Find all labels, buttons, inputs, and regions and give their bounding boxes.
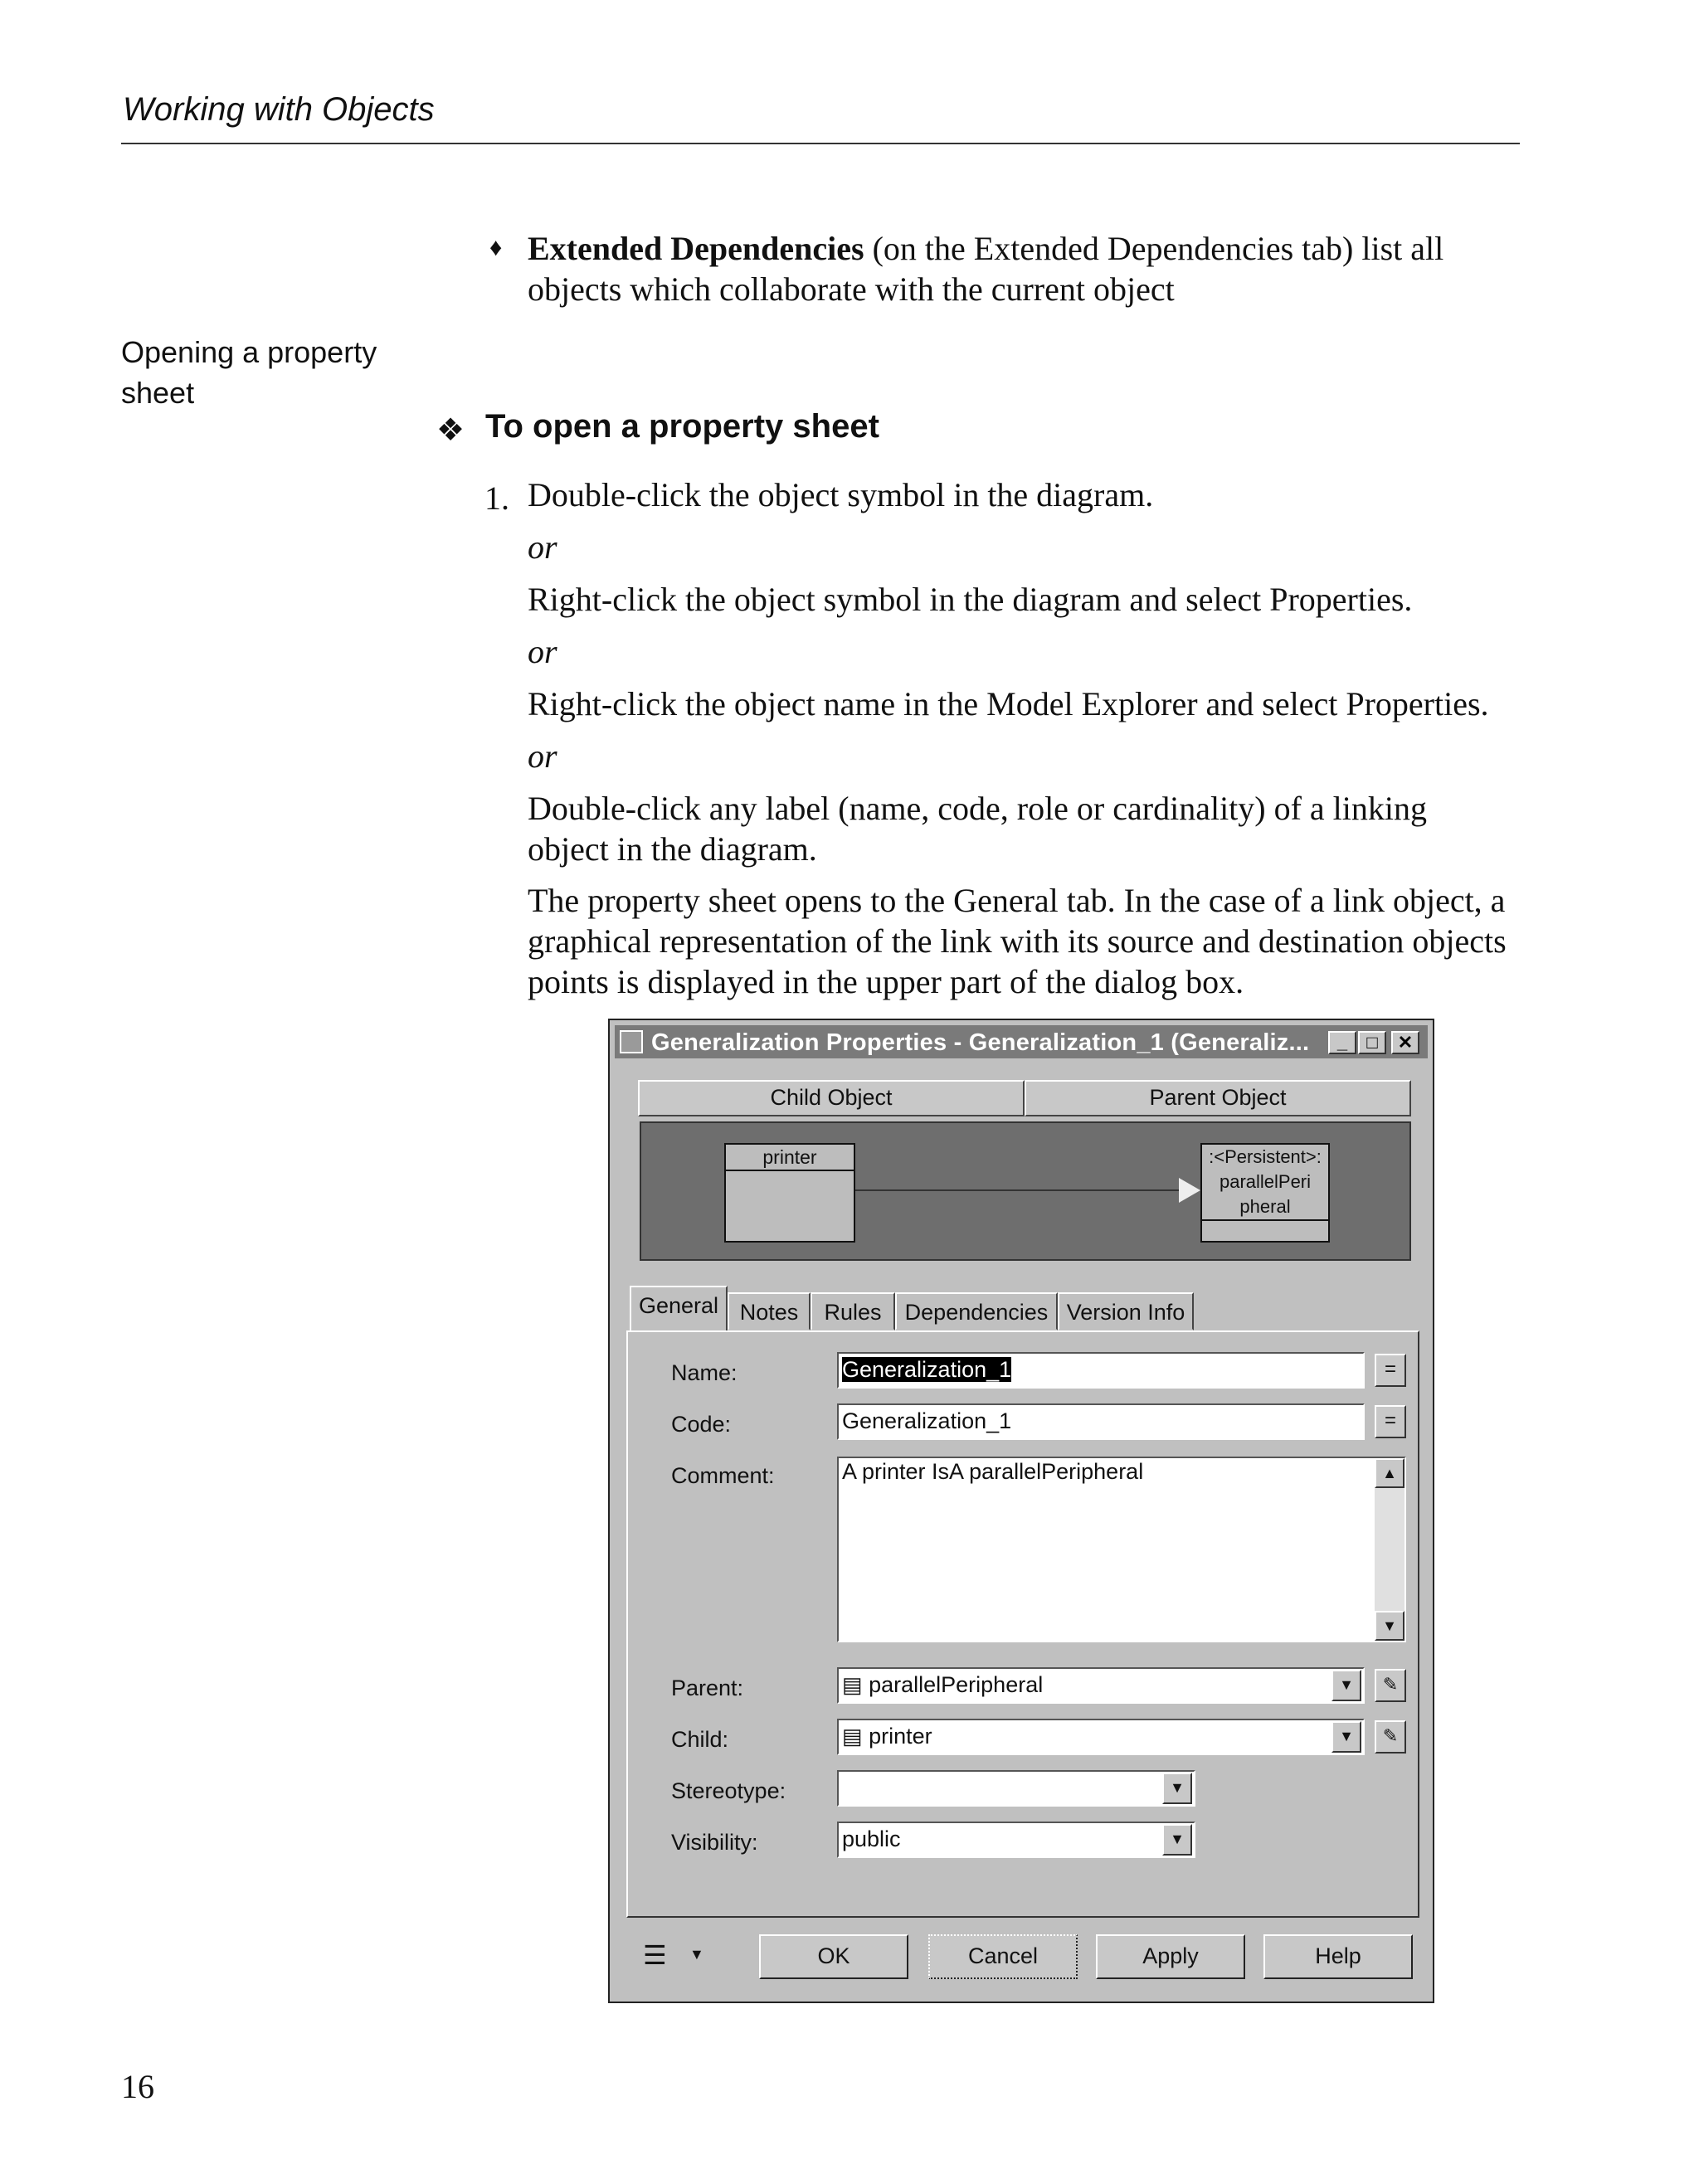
comment-scrollbar[interactable] [1375, 1458, 1404, 1641]
note-line-1: The property sheet opens to the General tab. In the case of a link object, a [528, 882, 1506, 919]
name-value: Generalization_1 [842, 1357, 1012, 1382]
parent-dropdown-icon[interactable]: ▼ [1331, 1670, 1361, 1701]
step-line: Double-click the object symbol in the diagram. [528, 476, 1154, 513]
page-number: 16 [121, 2068, 154, 2105]
tab-rules[interactable]: Rules [811, 1292, 895, 1330]
child-combobox[interactable] [837, 1719, 1365, 1755]
parent-class-name-line-1: parallelPeri [1219, 1171, 1312, 1192]
ext-dep-desc: (on the Extended Dependencies tab) list all [864, 230, 1444, 267]
class-icon: ▤ [842, 1724, 863, 1749]
ok-button[interactable]: OK [759, 1934, 908, 1979]
visibility-label: Visibility: [671, 1830, 758, 1855]
stereotype-dropdown-icon[interactable]: ▼ [1162, 1773, 1192, 1804]
margin-note-line-1: Opening a property [121, 335, 377, 369]
extended-dependencies-item [528, 228, 1548, 309]
procedure-title: To open a property sheet [485, 408, 879, 445]
diamond-bullet-icon: ♦ [489, 234, 503, 261]
class-icon: ▤ [842, 1672, 863, 1697]
stereotype-label: Stereotype: [671, 1778, 786, 1803]
name-label: Name: [671, 1360, 738, 1385]
link-preview [640, 1121, 1411, 1261]
visibility-dropdown-icon[interactable]: ▼ [1162, 1824, 1192, 1856]
note-line-2: graphical representation of the link with its source and destination objects [528, 922, 1507, 960]
child-label: Child: [671, 1727, 729, 1752]
generalization-arrow-icon [1179, 1178, 1200, 1203]
code-label: Code: [671, 1412, 732, 1437]
child-value: printer [869, 1724, 932, 1749]
parent-label: Parent: [671, 1676, 744, 1700]
step-line: Right-click the object symbol in the diagram and select Properties. [528, 581, 1413, 618]
ext-dep-desc-line2: objects which collaborate with the current object [528, 270, 1175, 308]
generalization-properties-dialog [608, 1019, 1434, 2003]
name-field[interactable] [837, 1352, 1365, 1389]
close-button[interactable]: ✕ [1391, 1031, 1419, 1054]
ext-dep-term: Extended Dependencies [528, 230, 864, 267]
double-click-label-text [528, 788, 1523, 869]
comment-value: A printer IsA parallelPeripheral [842, 1459, 1144, 1484]
parent-class-stereotype: :<Persistent>: [1209, 1146, 1322, 1167]
or-text: or [528, 737, 557, 775]
dbl-label-line-2: object in the diagram. [528, 830, 817, 868]
scroll-up-icon[interactable]: ▲ [1375, 1458, 1404, 1488]
menu-dropdown-icon[interactable]: ▼ [689, 1946, 704, 1963]
running-head: Working with Objects [123, 91, 435, 128]
maximize-button[interactable]: □ [1358, 1031, 1386, 1054]
parent-combobox[interactable] [837, 1667, 1365, 1704]
general-tab-panel [626, 1330, 1419, 1918]
or-text: or [528, 528, 557, 566]
parent-object-header[interactable]: Parent Object [1025, 1080, 1411, 1116]
minimize-button[interactable]: _ [1328, 1031, 1356, 1054]
margin-note-line-2: sheet [121, 376, 195, 410]
tab-version-info[interactable]: Version Info [1058, 1292, 1194, 1330]
tab-general[interactable]: General [630, 1286, 728, 1330]
parent-class-name-line-2: pheral [1202, 1194, 1328, 1221]
comment-label: Comment: [671, 1463, 775, 1488]
child-class-name: printer [726, 1145, 854, 1171]
or-text: or [528, 633, 557, 670]
note-line-3: points is displayed in the upper part of the dialog box. [528, 963, 1244, 1000]
procedure-diamond-icon: ❖ [436, 413, 465, 448]
child-dropdown-icon[interactable]: ▼ [1331, 1721, 1361, 1753]
margin-note [121, 332, 436, 413]
child-properties-icon[interactable]: ✎ [1375, 1720, 1406, 1754]
child-class-symbol[interactable] [724, 1143, 855, 1243]
header-rule [121, 143, 1520, 144]
menu-list-icon[interactable]: ☰ [643, 1940, 667, 1970]
code-field[interactable]: Generalization_1 [837, 1403, 1365, 1440]
generalization-link-line [855, 1189, 1197, 1191]
cancel-button[interactable]: Cancel [928, 1934, 1078, 1979]
title-bar[interactable] [615, 1025, 1428, 1058]
dbl-label-line-1: Double-click any label (name, code, role or cardinality) of a linking [528, 790, 1428, 827]
parent-properties-icon[interactable]: ✎ [1375, 1669, 1406, 1702]
help-button[interactable]: Help [1263, 1934, 1413, 1979]
step-number: 1. [484, 479, 509, 517]
window-title: Generalization Properties - Generalization_1 (Generaliz... [651, 1029, 1310, 1056]
step-line: Right-click the object name in the Model Explorer and select Properties. [528, 685, 1489, 722]
parent-value: parallelPeripheral [869, 1672, 1044, 1697]
tab-notes[interactable]: Notes [728, 1292, 811, 1330]
visibility-combobox[interactable]: public [837, 1822, 1195, 1858]
apply-button[interactable]: Apply [1096, 1934, 1245, 1979]
name-to-code-button[interactable]: = [1375, 1354, 1406, 1387]
scroll-down-icon[interactable]: ▼ [1375, 1611, 1404, 1641]
stereotype-combobox[interactable] [837, 1770, 1195, 1807]
window-icon[interactable] [620, 1030, 643, 1053]
code-to-name-button[interactable]: = [1375, 1405, 1406, 1438]
result-note [528, 880, 1523, 1002]
tab-dependencies[interactable]: Dependencies [895, 1292, 1058, 1330]
comment-textarea[interactable] [837, 1457, 1406, 1642]
child-object-header[interactable]: Child Object [638, 1080, 1025, 1116]
parent-class-symbol[interactable] [1200, 1143, 1330, 1243]
